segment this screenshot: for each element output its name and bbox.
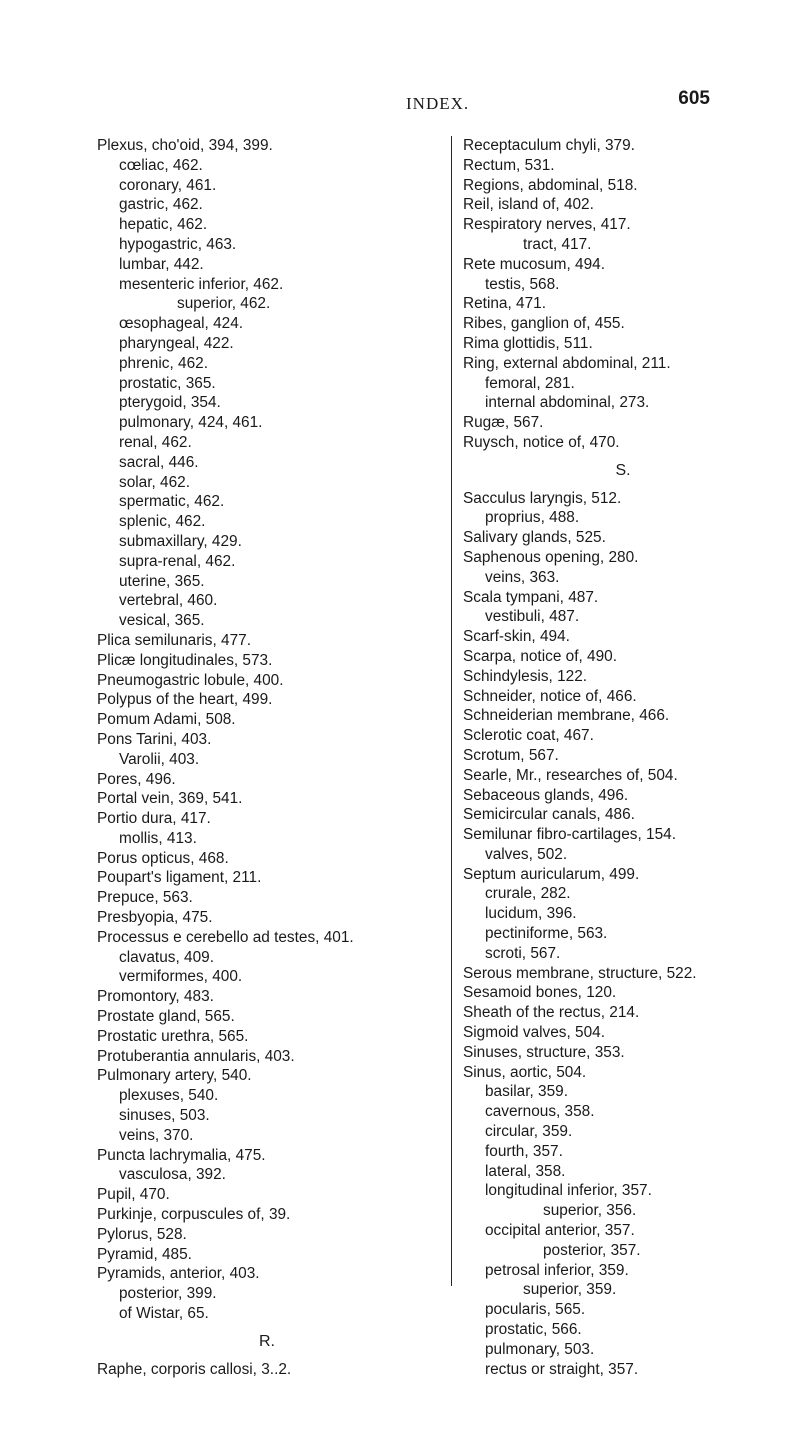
index-subentry: veins, 363. — [485, 568, 560, 586]
index-subentry: circular, 359. — [485, 1123, 573, 1141]
index-entry: Saphenous opening, 280. — [463, 548, 639, 566]
index-subentry: renal, 462. — [119, 433, 192, 451]
index-entry: Portio dura, 417. — [97, 810, 211, 828]
index-entry: Scrotum, 567. — [463, 746, 559, 764]
index-entry: Sesamoid bones, 120. — [463, 984, 617, 1002]
running-head — [0, 86, 800, 114]
index-entry: Scala tympani, 487. — [463, 588, 599, 606]
index-subentry: of Wistar, 65. — [119, 1305, 209, 1323]
index-entry: Septum auricularum, 499. — [463, 865, 640, 883]
page-number: 605 — [678, 88, 710, 109]
index-subentry: cavernous, 358. — [485, 1103, 595, 1121]
index-subentry: gastric, 462. — [119, 196, 203, 214]
index-subentry: sinuses, 503. — [119, 1107, 210, 1125]
index-entry: Pupil, 470. — [97, 1186, 170, 1204]
index-subentry: coronary, 461. — [119, 176, 217, 194]
index-subentry: vertebral, 460. — [119, 592, 218, 610]
index-subentry: mesenteric inferior, 462. — [119, 275, 284, 293]
index-subentry: posterior, 399. — [119, 1285, 217, 1303]
index-entry: Rima glottidis, 511. — [463, 334, 593, 352]
index-subentry: lateral, 358. — [485, 1162, 566, 1180]
index-entry: Scarpa, notice of, 490. — [463, 647, 618, 665]
index-entry: Scarf-skin, 494. — [463, 628, 570, 646]
index-entry: Sebaceous glands, 496. — [463, 786, 629, 804]
index-entry: Pneumogastric lobule, 400. — [97, 671, 284, 689]
index-subentry: mollis, 413. — [119, 829, 197, 847]
index-subentry: lucidum, 396. — [485, 905, 577, 923]
index-subentry: basilar, 359. — [485, 1083, 568, 1101]
index-entry: Sigmoid valves, 504. — [463, 1024, 606, 1042]
index-subentry: œsophageal, 424. — [119, 315, 244, 333]
index-subentry: occipital anterior, 357. — [485, 1222, 635, 1240]
index-entry: Prepuce, 563. — [97, 889, 193, 907]
index-entry: Schindylesis, 122. — [463, 667, 588, 685]
index-entry: Salivary glands, 525. — [463, 529, 606, 547]
index-entry: Ring, external abdominal, 211. — [463, 354, 671, 372]
index-entry: Prostatic urethra, 565. — [97, 1027, 249, 1045]
index-entry: Rete mucosum, 494. — [463, 255, 606, 273]
index-entry: Poupart's ligament, 211. — [97, 869, 262, 887]
index-subentry: pectiniforme, 563. — [485, 925, 608, 943]
index-entry: Sinuses, structure, 353. — [463, 1043, 625, 1061]
index-subentry: supra-renal, 462. — [119, 552, 236, 570]
index-entry: Pyramids, anterior, 403. — [97, 1265, 260, 1283]
index-subentry: plexuses, 540. — [119, 1087, 219, 1105]
index-entry: Sacculus laryngis, 512. — [463, 489, 622, 507]
index-entry: Sinus, aortic, 504. — [463, 1063, 587, 1081]
index-subentry: pterygoid, 354. — [119, 394, 221, 412]
index-subentry: crurale, 282. — [485, 885, 571, 903]
index-subentry: rectus or straight, 357. — [485, 1360, 639, 1378]
index-entry: Presbyopia, 475. — [97, 909, 213, 927]
index-entry: Pores, 496. — [97, 770, 176, 788]
index-entry: Reil, island of, 402. — [463, 196, 594, 214]
index-entry: Pomum Adami, 508. — [97, 711, 236, 729]
index-entry: Plexus, cho'oid, 394, 399. — [97, 137, 273, 154]
index-entry: Schneiderian membrane, 466. — [463, 707, 670, 725]
index-entry: Serous membrane, structure, 522. — [463, 964, 697, 982]
index-entry: Sclerotic coat, 467. — [463, 727, 594, 745]
index-entry: Respiratory nerves, 417. — [463, 216, 631, 234]
index-entry: Purkinje, corpuscules of, 39. — [97, 1206, 291, 1224]
index-entry: Plica semilunaris, 477. — [97, 631, 251, 649]
index-subentry: cœliac, 462. — [119, 156, 203, 174]
index-subentry: posterior, 357. — [543, 1241, 641, 1259]
index-entry: Polypus of the heart, 499. — [97, 691, 273, 709]
index-subentry: proprius, 488. — [485, 509, 580, 527]
column-divider — [451, 136, 452, 1286]
index-subentry: pulmonary, 424, 461. — [119, 414, 263, 432]
index-subentry: internal abdominal, 273. — [485, 394, 650, 412]
index-subentry: superior, 462. — [177, 295, 271, 313]
index-entry: Semicircular canals, 486. — [463, 806, 635, 824]
index-subentry: valves, 502. — [485, 845, 568, 863]
index-subentry: lumbar, 442. — [119, 255, 204, 273]
index-subentry: vermiformes, 400. — [119, 968, 243, 986]
index-subentry: clavatus, 409. — [119, 948, 214, 966]
index-entry: Ribes, ganglion of, 455. — [463, 315, 625, 333]
index-subentry: fourth, 357. — [485, 1142, 563, 1160]
index-entry: Pyramid, 485. — [97, 1245, 192, 1263]
index-subentry: superior, 356. — [543, 1202, 637, 1220]
index-entry: Semilunar fibro-cartilages, 154. — [463, 826, 677, 844]
index-entry: Raphe, corporis callosi, 3..2. — [97, 1360, 292, 1378]
index-entry: Plicæ longitudinales, 573. — [97, 651, 273, 669]
index-subentry: prostatic, 365. — [119, 374, 216, 392]
index-subentry: testis, 568. — [485, 275, 560, 293]
index-subentry: Varolii, 403. — [119, 750, 200, 768]
index-entry: Processus e cerebello ad testes, 401. — [97, 928, 354, 946]
index-subentry: scroti, 567. — [485, 944, 561, 962]
index-entry: Porus opticus, 468. — [97, 849, 229, 867]
index-subentry: veins, 370. — [119, 1126, 194, 1144]
index-subentry: petrosal inferior, 359. — [485, 1261, 629, 1279]
index-entry: Pons Tarini, 403. — [97, 730, 212, 748]
index-entry: Prostate gland, 565. — [97, 1008, 235, 1026]
index-subentry: prostatic, 566. — [485, 1321, 582, 1339]
index-subentry: uterine, 365. — [119, 572, 205, 590]
index-subentry: vestibuli, 487. — [485, 608, 580, 626]
index-subentry: superior, 359. — [523, 1281, 617, 1299]
index-subentry: femoral, 281. — [485, 374, 575, 392]
index-entry: Pylorus, 528. — [97, 1225, 187, 1243]
index-entry: Ruysch, notice of, 470. — [463, 433, 620, 451]
index-entry: Retina, 471. — [463, 295, 546, 313]
index-subentry: solar, 462. — [119, 473, 191, 491]
index-subentry: sacral, 446. — [119, 453, 199, 471]
index-subentry: longitudinal inferior, 357. — [485, 1182, 652, 1200]
index-subentry: spermatic, 462. — [119, 493, 225, 511]
index-entry: Searle, Mr., researches of, 504. — [463, 766, 678, 784]
page-title: INDEX. — [406, 94, 470, 113]
index-entry: Promontory, 483. — [97, 988, 214, 1006]
index-entry: Pulmonary artery, 540. — [97, 1067, 252, 1085]
index-subentry: pulmonary, 503. — [485, 1340, 595, 1358]
right-index-column — [463, 136, 793, 1379]
index-entry: Regions, abdominal, 518. — [463, 176, 638, 194]
index-entry: Sheath of the rectus, 214. — [463, 1004, 640, 1022]
index-entry: Portal vein, 369, 541. — [97, 790, 243, 808]
index-subentry: splenic, 462. — [119, 513, 206, 531]
section-letter: R. — [259, 1332, 275, 1350]
index-subentry: tract, 417. — [523, 235, 592, 253]
index-entry: Rugæ, 567. — [463, 414, 544, 432]
index-entry: Puncta lachrymalia, 475. — [97, 1146, 266, 1164]
index-subentry: pocularis, 565. — [485, 1301, 586, 1319]
index-subentry: vesical, 365. — [119, 612, 205, 630]
index-entry: Schneider, notice of, 466. — [463, 687, 637, 705]
index-subentry: hepatic, 462. — [119, 216, 208, 234]
section-letter: S. — [615, 461, 631, 479]
index-subentry: submaxillary, 429. — [119, 532, 242, 550]
index-subentry: vasculosa, 392. — [119, 1166, 226, 1184]
index-entry: Protuberantia annularis, 403. — [97, 1047, 295, 1065]
index-subentry: pharyngeal, 422. — [119, 334, 234, 352]
index-subentry: phrenic, 462. — [119, 354, 208, 372]
index-subentry: hypogastric, 463. — [119, 235, 237, 253]
index-entry: Rectum, 531. — [463, 156, 555, 174]
index-entry: Receptaculum chyli, 379. — [463, 137, 635, 154]
left-index-column — [97, 136, 442, 1379]
